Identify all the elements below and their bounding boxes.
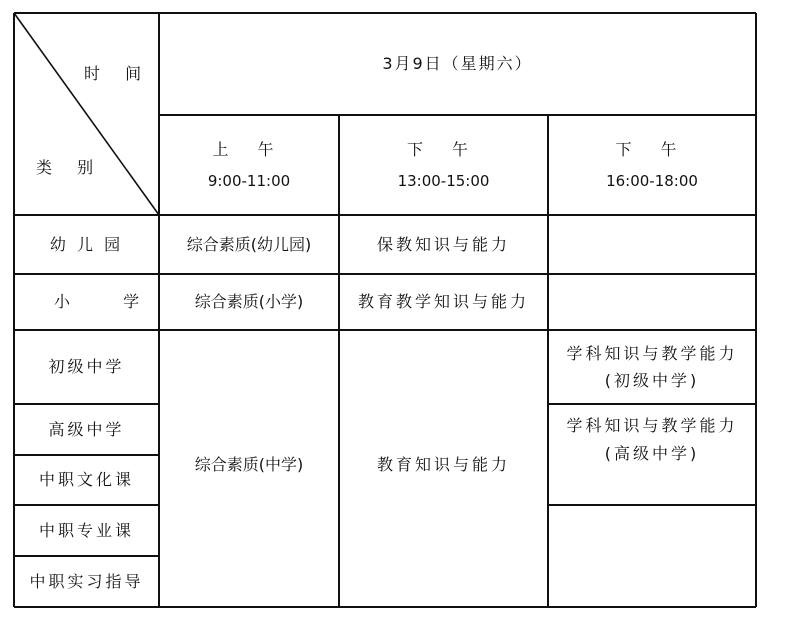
- session-label: 上 午: [212, 140, 286, 160]
- corner-time-label: 时 间: [84, 64, 152, 83]
- subject-line: 学科知识与教学能力: [566, 343, 738, 363]
- subject-secondary-comprehensive: 综合素质(中学): [194, 454, 304, 474]
- subject-secondary-education: 教育知识与能力: [376, 454, 510, 474]
- corner-category-label: 类 别: [36, 158, 104, 177]
- row-label-kindergarten: 幼 儿 园: [49, 234, 124, 254]
- session-label: 下 午: [406, 140, 481, 160]
- row-label-vocational-internship: 中职实习指导: [29, 571, 144, 591]
- subject-kindergarten-comprehensive: 综合素质(幼儿园): [186, 234, 312, 254]
- session-afternoon-1: [339, 115, 548, 215]
- subject-junior-discipline: [548, 330, 756, 404]
- row-label-junior: 初级中学: [48, 357, 125, 377]
- session-time: 16:00-18:00: [606, 171, 698, 190]
- session-time: 9:00-11:00: [207, 171, 291, 190]
- corner-diagonal: [14, 13, 159, 215]
- subject-line: (初级中学): [604, 371, 700, 390]
- subject-line: 学科知识与教学能力: [566, 416, 738, 436]
- row-label-primary-text: 小 学: [54, 292, 140, 312]
- subject-senior-discipline: [548, 404, 756, 505]
- row-label-primary: [14, 274, 159, 330]
- session-morning: [159, 115, 339, 215]
- session-time: 13:00-15:00: [397, 171, 490, 190]
- row-label-senior: 高级中学: [48, 419, 125, 439]
- exam-date: 3月9日（星期六）: [382, 54, 533, 74]
- session-afternoon-2: [548, 115, 756, 215]
- row-label-vocational-major: 中职专业课: [38, 520, 134, 540]
- subject-primary-teaching: 教育教学知识与能力: [357, 292, 529, 312]
- row-label-vocational-culture: 中职文化课: [38, 470, 134, 490]
- subject-kindergarten-care-education: 保教知识与能力: [376, 234, 510, 254]
- session-label: 下 午: [615, 140, 689, 160]
- subject-primary-comprehensive: 综合素质(小学): [194, 292, 304, 312]
- subject-line: (高级中学): [604, 443, 700, 463]
